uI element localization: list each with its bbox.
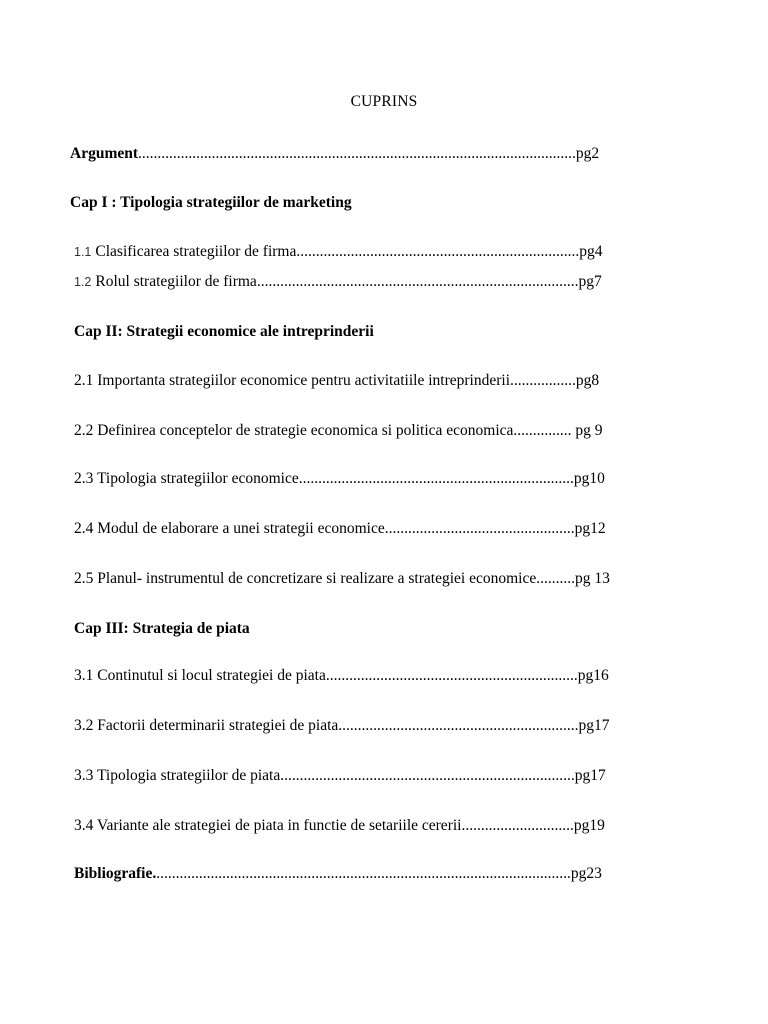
toc-leader-dots: .............................................................. [338,717,579,734]
toc-page-number: pg 13 [574,570,610,587]
toc-entry-3-2 [74,716,610,736]
toc-entry-text: Clasificarea strategiilor de firma [95,243,297,260]
toc-entry-3-1 [74,666,609,686]
toc-page-number: pg2 [575,145,600,162]
toc-leader-dots: ................. [510,372,576,389]
toc-entry-text: 3.2 Factorii determinarii strategiei de piata [74,717,339,734]
toc-page-number: pg17 [578,717,610,734]
toc-entry-3-3 [74,766,606,786]
toc-page-number: pg8 [575,372,600,389]
toc-leader-dots: ................................................................................................................. [138,145,576,162]
toc-page-number: pg23 [570,865,602,882]
toc-entry-text: 2.1 Importanta strategiilor economice pentru activitatiile intreprinderii [74,372,510,389]
toc-entry-text: 2.2 Definirea conceptelor de strategie economica si politica economica [74,422,514,439]
toc-entry-text: 2.4 Modul de elaborare a unei strategii economice [74,520,385,537]
toc-entry-1-1 [74,242,603,262]
toc-leader-dots: ........................................................................................................... [156,865,571,882]
toc-entry-text: 3.4 Variante ale strategiei de piata in functie de setariile cererii [74,817,462,834]
toc-leader-dots: ............................................................................ [280,767,575,784]
toc-entry-text: 2.3 Tipologia strategiilor economice [74,470,299,487]
toc-entry-number: 1.1 [74,245,92,259]
toc-page-number: pg19 [573,817,605,834]
toc-entry-2-4 [74,519,606,539]
toc-entry-text: 3.1 Continutul si locul strategiei de piata [74,667,326,684]
toc-entry-text: Rolul strategiilor de firma [95,273,257,290]
toc-leader-dots: ....................................................................... [298,470,574,487]
toc-entry-3-4 [74,816,605,836]
toc-page-number: pg 9 [571,422,603,439]
toc-leader-dots: ................................................................. [325,667,578,684]
toc-entry-number: 1.2 [74,275,92,289]
toc-entry-1-2 [74,272,602,292]
toc-entry-text: Bibliografie. [74,865,157,882]
toc-entry-text: 3.3 Tipologia strategiilor de piata [74,767,281,784]
toc-page-number: pg12 [574,520,606,537]
toc-page-number: pg10 [573,470,605,487]
toc-page-number: pg17 [574,767,606,784]
toc-leader-dots: .......... [536,570,575,587]
toc-chapter-heading: Cap III: Strategia de piata [74,620,250,637]
toc-chapter-heading: Cap I : Tipologia strategiilor de marketing [70,194,352,211]
toc-page-number: pg4 [579,243,603,260]
toc-leader-dots: ............... [513,422,572,439]
toc-entry-text: Argument [70,145,139,162]
toc-entry-2-3 [74,469,605,489]
toc-page-number: pg7 [578,273,602,290]
toc-entry-text: 2.5 Planul- instrumentul de concretizare si realizare a strategiei economice [74,570,537,587]
toc-entry-argument [70,144,599,164]
toc-entry-2-5 [74,569,610,589]
toc-leader-dots: ......................................................................... [296,243,580,260]
toc-entry-2-2 [74,421,603,441]
toc-leader-dots: ............................. [461,817,574,834]
toc-entry-2-1 [74,371,599,391]
toc-chapter-heading: Cap II: Strategii economice ale intreprinderii [74,323,374,340]
toc-leader-dots: ................................................. [384,520,575,537]
toc-leader-dots: ................................................................................... [256,273,579,290]
page-title: CUPRINS [350,93,418,110]
toc-entry-bibliografie [74,864,602,884]
toc-page-number: pg16 [577,667,609,684]
